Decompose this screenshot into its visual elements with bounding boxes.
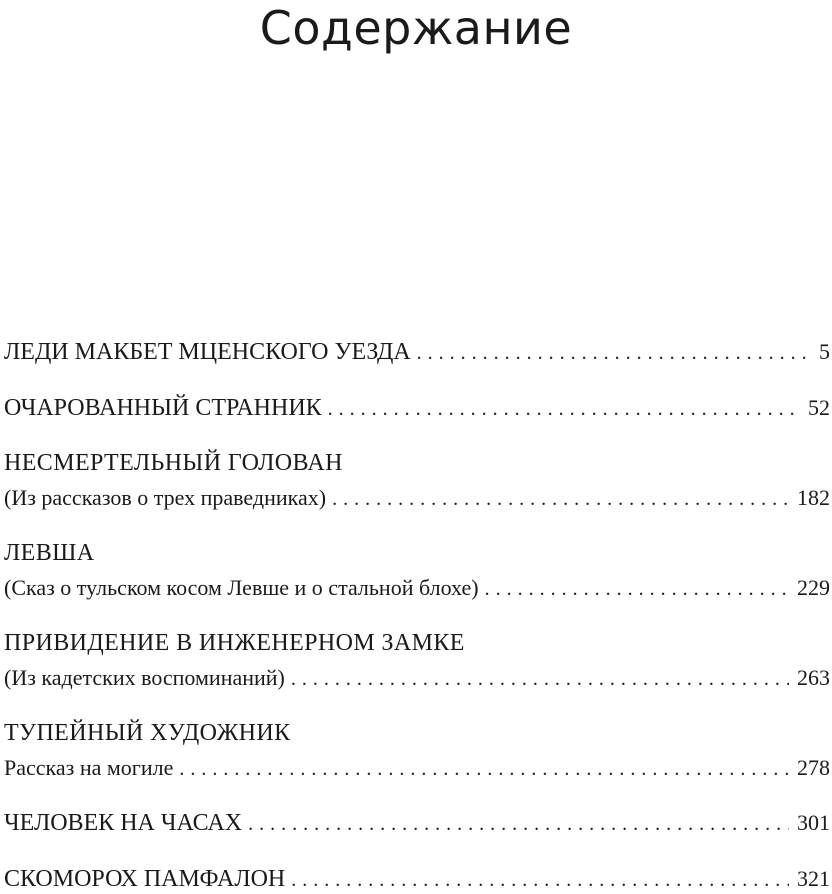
toc-entry-title[interactable]: ОЧАРОВАННЫЙ СТРАННИК [4, 395, 322, 421]
toc-entry-subtitle: (Из рассказов о трех праведниках) [4, 485, 327, 510]
toc-entry-title[interactable]: ЛЕВША [4, 540, 95, 566]
toc-entry[interactable] [4, 394, 830, 423]
toc-page-number: 263 [797, 665, 830, 690]
toc-page-number: 301 [797, 810, 830, 835]
toc-entry-title[interactable]: ЧЕЛОВЕК НА ЧАСАХ [4, 810, 243, 836]
toc-entry[interactable] [4, 719, 830, 783]
toc-entry[interactable] [4, 809, 830, 838]
toc-entry-title[interactable]: НЕСМЕРТЕЛЬНЫЙ ГОЛОВАН [4, 450, 343, 476]
toc-page-number: 229 [797, 575, 830, 600]
toc-entry-subtitle: Рассказ на могиле [4, 755, 174, 780]
dot-leader [291, 665, 789, 693]
toc-entry[interactable] [4, 449, 830, 513]
toc-entry-title[interactable]: ТУПЕЙНЫЙ ХУДОЖНИК [4, 720, 291, 746]
dot-leader [179, 755, 789, 783]
dot-leader [328, 395, 800, 423]
toc-page-number: 278 [797, 755, 830, 780]
toc-entry-title[interactable]: ПРИВИДЕНИЕ В ИНЖЕНЕРНОМ ЗАМКЕ [4, 630, 465, 656]
toc-entry-title[interactable]: СКОМОРОХ ПАМФАЛОН [4, 866, 286, 892]
dot-leader [417, 339, 811, 367]
toc-entry-subtitle: (Из кадетских воспоминаний) [4, 665, 285, 690]
dot-leader [291, 866, 789, 894]
toc-page-number: 321 [797, 866, 830, 891]
toc-entry-title[interactable]: ЛЕДИ МАКБЕТ МЦЕНСКОГО УЕЗДА [4, 339, 411, 365]
dot-leader [248, 810, 789, 838]
toc-page-number: 5 [819, 339, 830, 364]
toc-entry[interactable] [4, 629, 830, 693]
table-of-contents [4, 338, 830, 894]
dot-leader [485, 575, 789, 603]
toc-entry[interactable] [4, 338, 830, 367]
toc-entry[interactable] [4, 539, 830, 603]
dot-leader [332, 485, 789, 513]
page-title: Содержание [259, 1, 573, 55]
toc-page-number: 52 [808, 395, 830, 420]
toc-page-number: 182 [797, 485, 830, 510]
toc-entry-subtitle: (Сказ о тульском косом Левше и о стальной блохе) [4, 575, 479, 600]
